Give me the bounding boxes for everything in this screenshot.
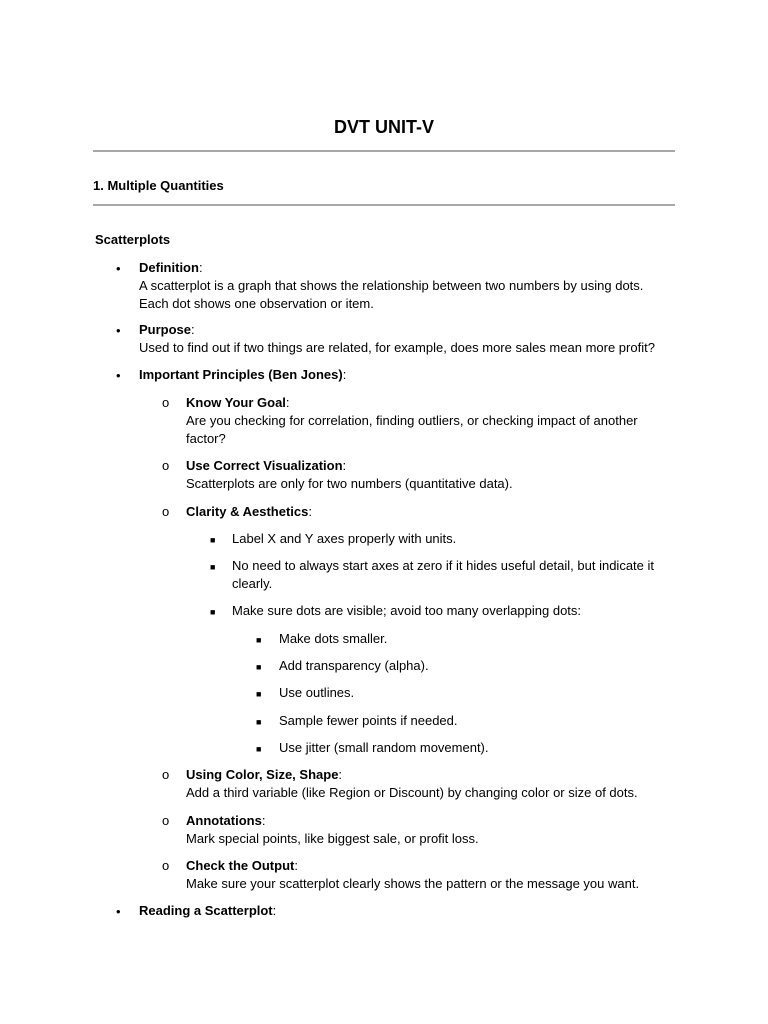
bullet-square-icon: ■: [256, 717, 262, 727]
bullet-circle-icon: o: [162, 504, 170, 519]
know-goal-item: Know Your Goal: Are you checking for correlation, finding outliers, or checking impact of another factor?: [186, 394, 666, 448]
horizontal-rule-section: [93, 204, 675, 206]
annotations-item: Annotations: Mark special points, like biggest sale, or profit loss.: [186, 812, 666, 848]
dot-tip-item: Make dots smaller.: [279, 631, 388, 646]
bullet-disc-icon: •: [116, 323, 121, 338]
dot-tip-item: Sample fewer points if needed.: [279, 713, 458, 728]
definition-line2: Each dot shows one observation or item.: [139, 296, 374, 311]
color-size-label: Using Color, Size, Shape: [186, 767, 339, 782]
correct-viz-item: Use Correct Visualization: Scatterplots are only for two numbers (quantitative data).: [186, 457, 666, 493]
bullet-square-icon: ■: [210, 535, 216, 545]
definition-label: Definition: [139, 260, 199, 275]
check-output-line1: Make sure your scatterplot clearly shows the pattern or the message you want.: [186, 876, 640, 891]
subsection-title: Scatterplots: [95, 232, 171, 247]
color-size-line1: Add a third variable (like Region or Discount) by changing color or size of dots.: [186, 785, 638, 800]
bullet-disc-icon: •: [116, 261, 121, 276]
purpose-label: Purpose: [139, 322, 192, 337]
principles-label: Important Principles (Ben Jones): [139, 367, 343, 382]
bullet-square-icon: ■: [210, 562, 216, 572]
bullet-square-icon: ■: [256, 635, 262, 645]
know-goal-line2: factor?: [186, 431, 226, 446]
definition-line1: A scatterplot is a graph that shows the relationship between two numbers by using dots.: [139, 278, 644, 293]
know-goal-line1: Are you checking for correlation, finding outliers, or checking impact of another: [186, 413, 638, 428]
bullet-circle-icon: o: [162, 813, 170, 828]
bullet-circle-icon: o: [162, 858, 170, 873]
reading-item: Reading a Scatterplot:: [139, 903, 277, 918]
bullet-square-icon: ■: [256, 744, 262, 754]
annotations-line1: Mark special points, like biggest sale, or profit loss.: [186, 831, 479, 846]
clarity-item: Clarity & Aesthetics:: [186, 504, 312, 519]
principles-item: Important Principles (Ben Jones):: [139, 367, 347, 382]
reading-label: Reading a Scatterplot: [139, 903, 273, 918]
horizontal-rule-top: [93, 150, 675, 152]
bullet-disc-icon: •: [116, 368, 121, 383]
know-goal-label: Know Your Goal: [186, 395, 286, 410]
clarity-label: Clarity & Aesthetics: [186, 504, 309, 519]
bullet-disc-icon: •: [116, 904, 121, 919]
correct-viz-line1: Scatterplots are only for two numbers (quantitative data).: [186, 476, 513, 491]
dot-tip-item: Use jitter (small random movement).: [279, 740, 489, 755]
dot-tip-item: Use outlines.: [279, 685, 355, 700]
definition-item: Definition: A scatterplot is a graph that shows the relationship between two numbers by using dots. Each dot shows one observation or item.: [139, 259, 669, 313]
color-size-item: Using Color, Size, Shape: Add a third variable (like Region or Discount) by changing color or size of dots.: [186, 766, 666, 802]
document-title: DVT UNIT-V: [333, 117, 434, 137]
bullet-square-icon: ■: [256, 662, 262, 672]
check-output-label: Check the Output: [186, 858, 295, 873]
bullet-circle-icon: o: [162, 395, 170, 410]
check-output-item: Check the Output: Make sure your scatterplot clearly shows the pattern or the message you want.: [186, 857, 666, 893]
clarity-subitem: No need to always start axes at zero if it hides useful detail, but indicate it clearly.: [232, 558, 655, 591]
purpose-item: Purpose: Used to find out if two things are related, for example, does more sales mean more profit?: [139, 321, 669, 357]
bullet-circle-icon: o: [162, 767, 170, 782]
subsection-heading: [93, 231, 170, 249]
bullet-square-icon: ■: [256, 689, 262, 699]
bullet-circle-icon: o: [162, 458, 170, 473]
dot-tip-item: Add transparency (alpha).: [279, 658, 429, 673]
correct-viz-label: Use Correct Visualization: [186, 458, 343, 473]
clarity-subitem: Make sure dots are visible; avoid too many overlapping dots:: [232, 603, 582, 618]
bullet-square-icon: ■: [210, 607, 216, 617]
clarity-subitem: Label X and Y axes properly with units.: [232, 531, 457, 546]
annotations-label: Annotations: [186, 813, 262, 828]
purpose-line1: Used to find out if two things are related, for example, does more sales mean more profit?: [139, 340, 655, 355]
section-heading: 1. Multiple Quantities: [93, 178, 224, 193]
